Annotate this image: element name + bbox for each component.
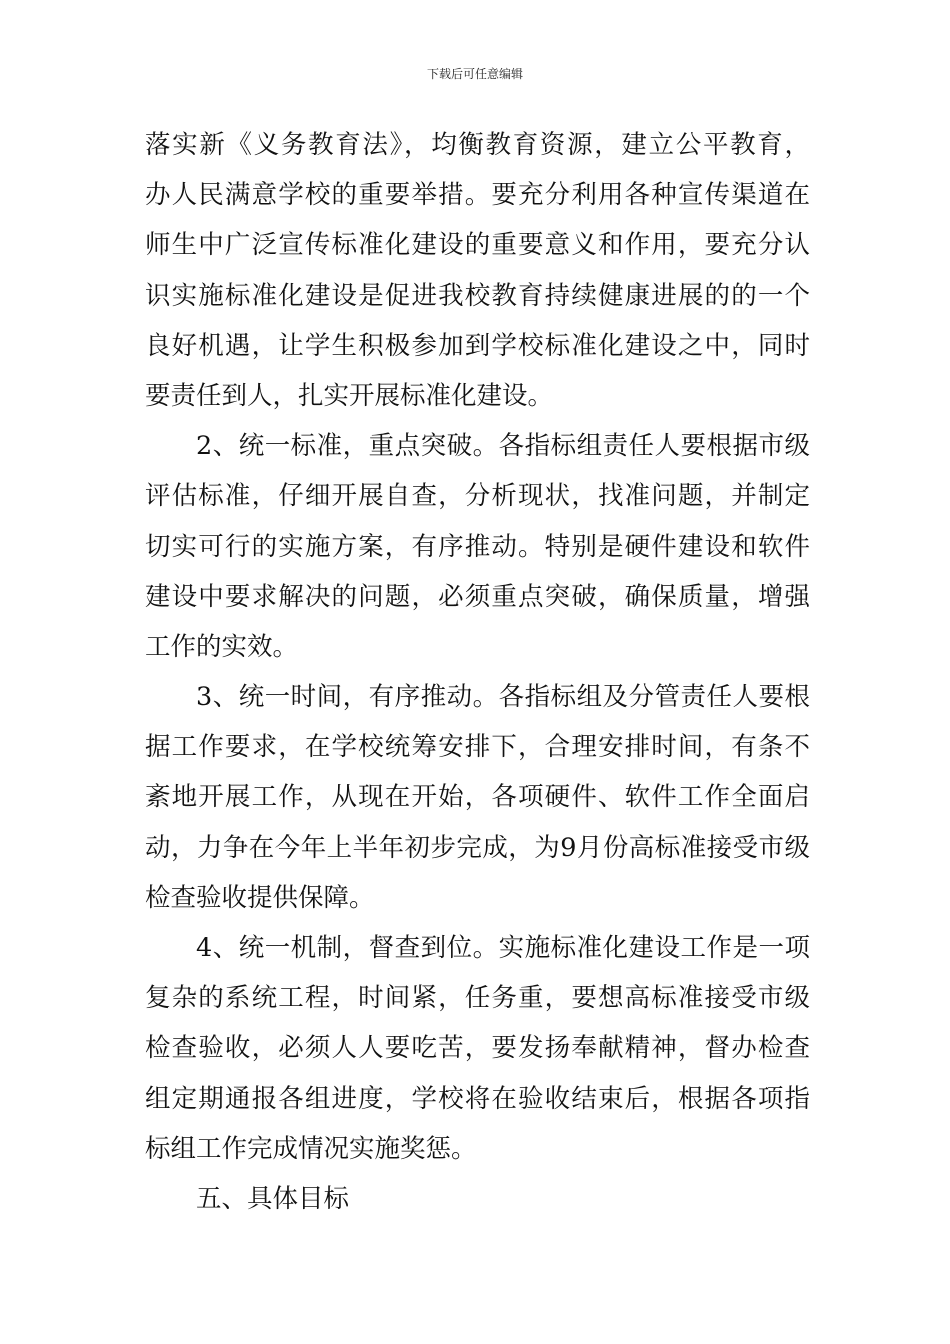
text-line: 检查验收，必须人人要吃苦，要发扬奉献精神，督办检查 — [145, 1033, 810, 1064]
text-line: 良好机遇，让学生积极参加到学校标准化建设之中，同时 — [145, 330, 810, 361]
text-line: 师生中广泛宣传标准化建设的重要意义和作用，要充分认 — [145, 230, 810, 261]
text-line: 紊地开展工作，从现在开始，各项硬件、软件工作全面启 — [145, 782, 810, 813]
text-line: 切实可行的实施方案，有序推动。特别是硬件建设和软件 — [145, 531, 810, 562]
document-body — [145, 120, 810, 1224]
text-line: 建设中要求解决的问题，必须重点突破，确保质量，增强 — [145, 581, 810, 612]
text-line: 检查验收提供保障。 — [145, 882, 375, 913]
text-line: 要责任到人，扎实开展标准化建设。 — [145, 380, 554, 411]
text-line: 复杂的系统工程，时间紧，任务重，要想高标准接受市级 — [145, 983, 810, 1014]
text-line: 办人民满意学校的重要举措。要充分利用各种宣传渠道在 — [145, 180, 810, 211]
text-line: 评估标准，仔细开展自查，分析现状，找准问题，并制定 — [145, 481, 810, 512]
text-line: 落实新《义务教育法》，均衡教育资源，建立公平教育， — [145, 130, 810, 160]
text-line: 4、统一机制，督查到位。实施标准化建设工作是一项 — [196, 933, 810, 963]
text-line: 动，力争在今年上半年初步完成，为9月份高标准接受市级 — [145, 832, 810, 863]
text-line: 3、统一时间，有序推动。各指标组及分管责任人要根 — [196, 682, 810, 713]
text-line: 2、统一标准，重点突破。各指标组责任人要根据市级 — [196, 431, 810, 462]
text-line: 标组工作完成情况实施奖惩。 — [145, 1133, 477, 1164]
text-line: 组定期通报各组进度，学校将在验收结束后，根据各项指 — [145, 1083, 810, 1114]
section-heading: 五、具体目标 — [196, 1183, 350, 1214]
text-line: 据工作要求，在学校统筹安排下，合理安排时间，有条不 — [145, 732, 810, 763]
text-line: 工作的实效。 — [145, 631, 299, 662]
text-line: 识实施标准化建设是促进我校教育持续健康进展的的一个 — [145, 280, 810, 311]
page-header-note: 下载后可任意编辑 — [426, 67, 523, 81]
